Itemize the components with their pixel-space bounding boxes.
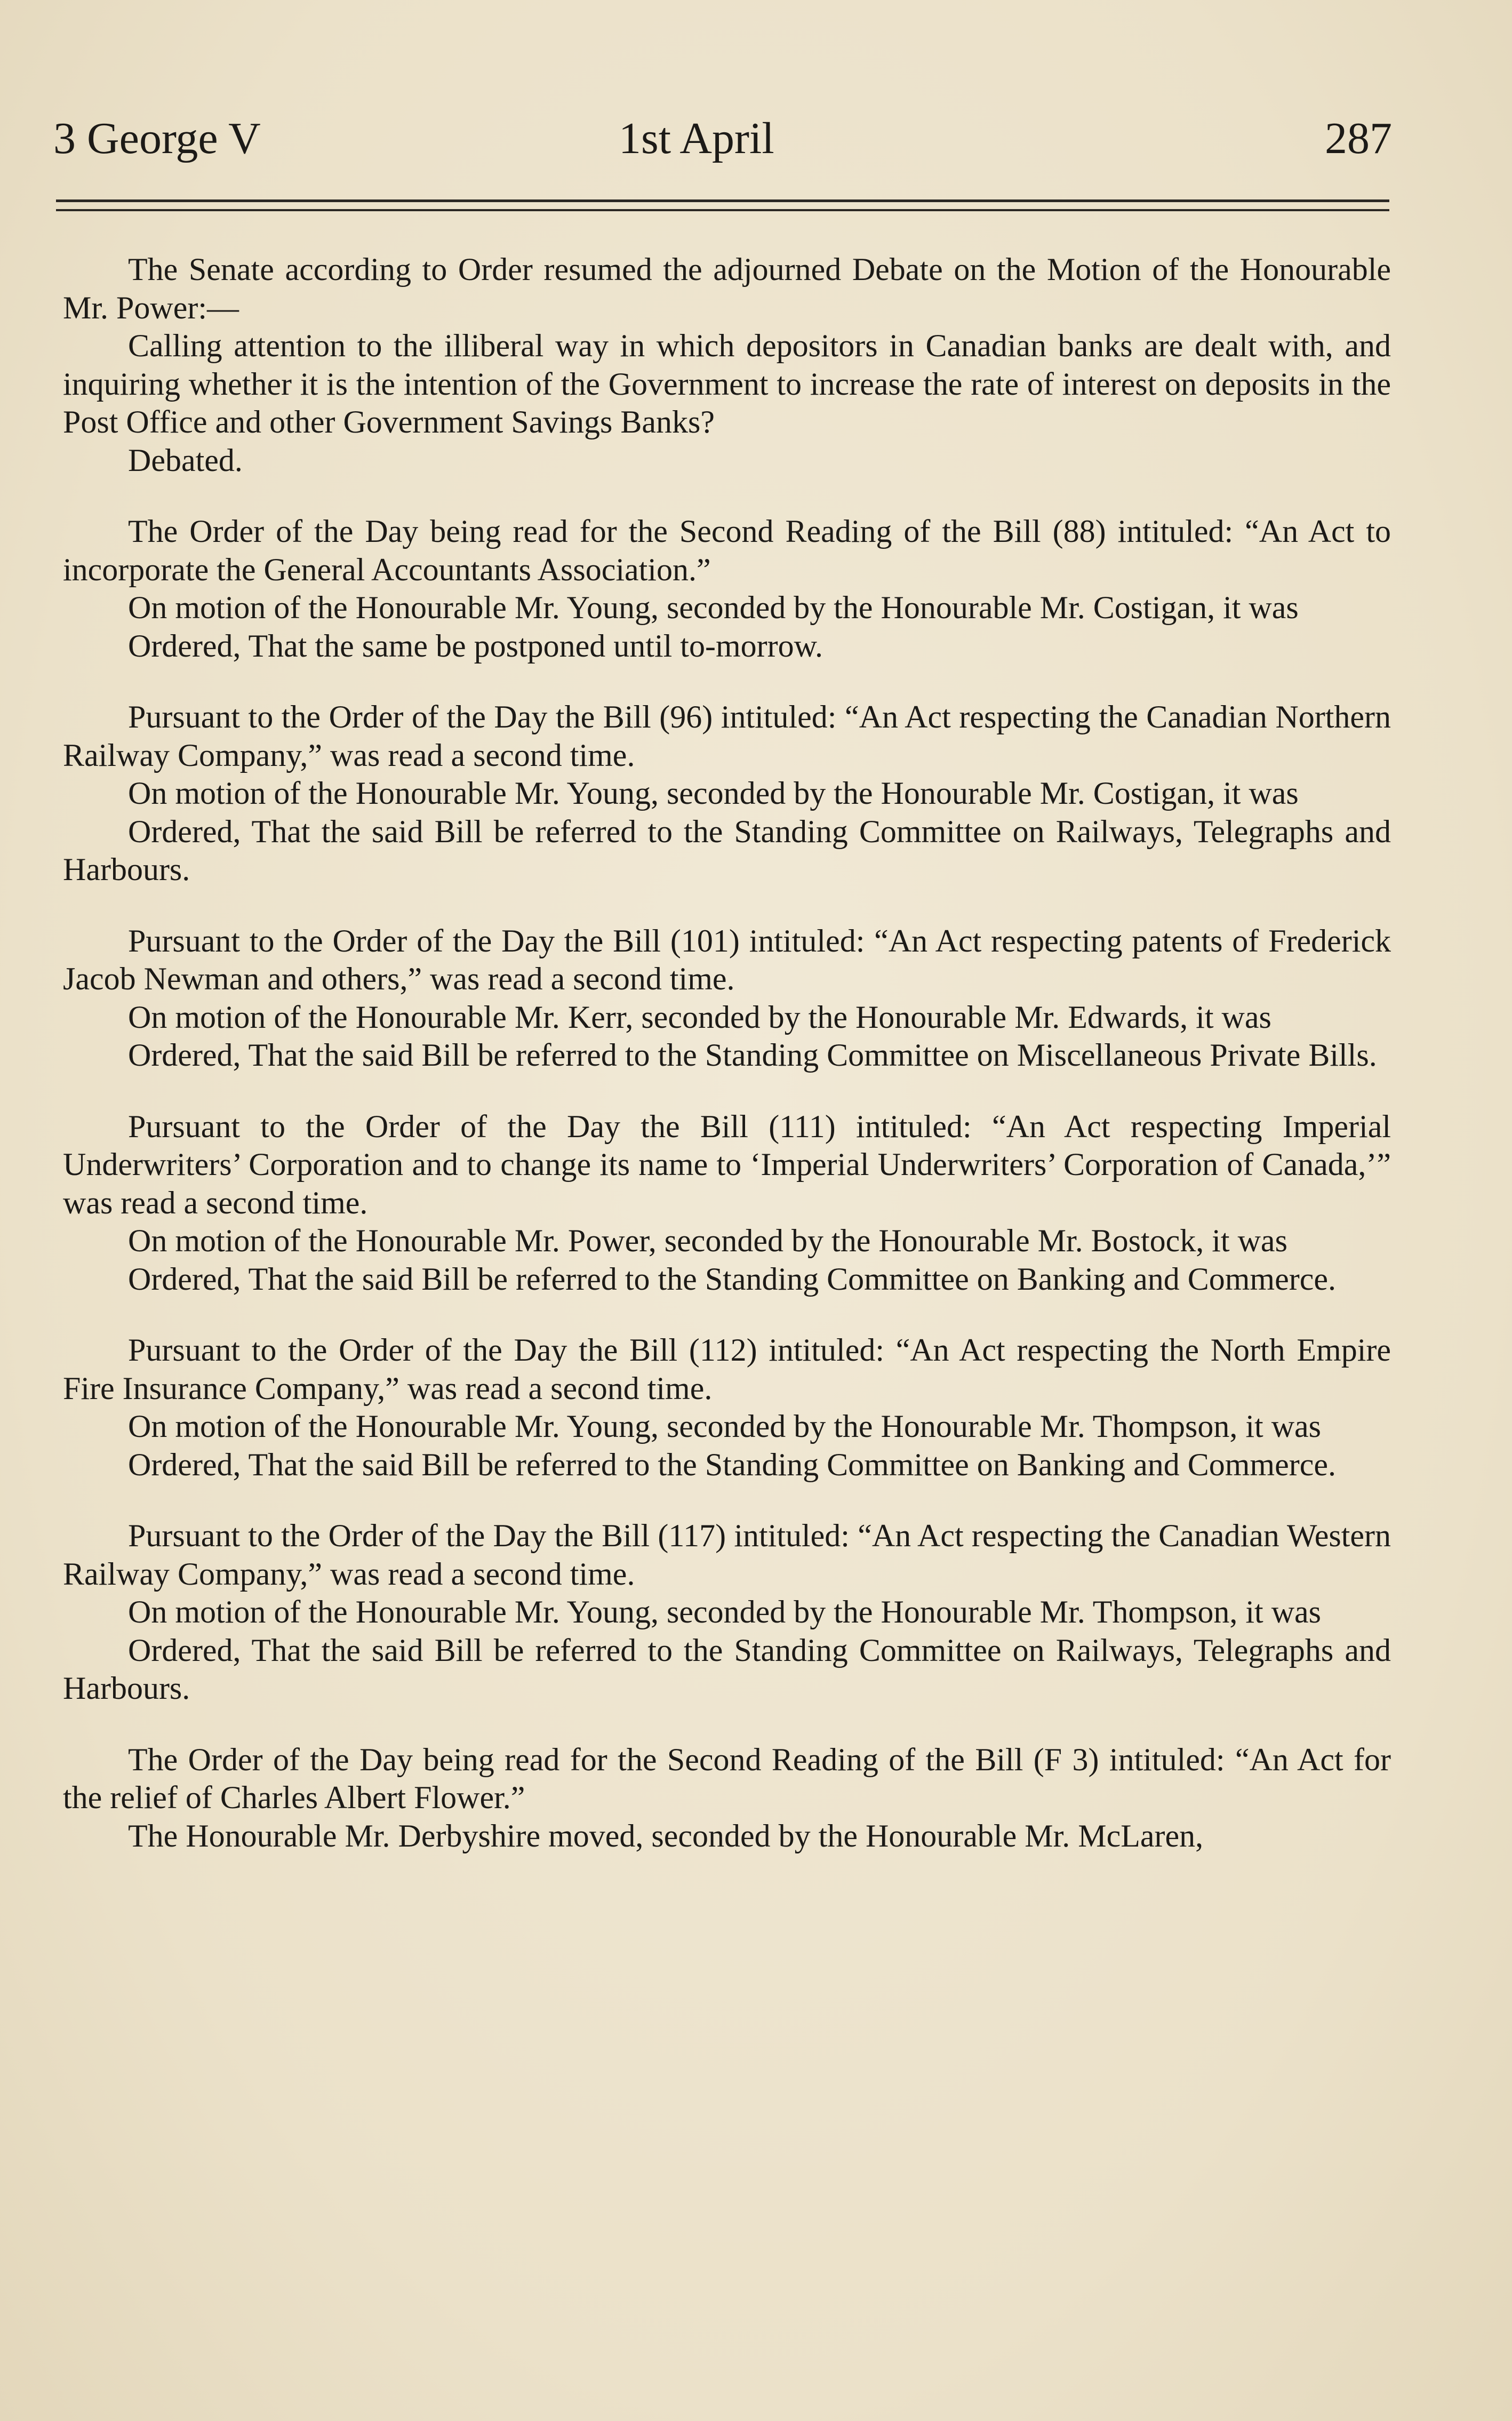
header-rule-top bbox=[56, 199, 1389, 202]
entry-bill-88 bbox=[63, 513, 1391, 665]
paragraph: Pursuant to the Order of the Day the Bill (101) intituled: “An Act respecting patents of Frederick Jacob Newman and others,” was read a second time. bbox=[63, 923, 1391, 996]
paragraph: Ordered, That the said Bill be referred to the Standing Committee on Banking and Commerce. bbox=[128, 1447, 1336, 1482]
paragraph: On motion of the Honourable Mr. Young, seconded by the Honourable Mr. Thompson, it was bbox=[128, 1594, 1322, 1629]
section-gap bbox=[63, 1298, 1391, 1331]
entry-power-motion bbox=[63, 251, 1391, 480]
paragraph: Pursuant to the Order of the Day the Bill (96) intituled: “An Act respecting the Canadian Northern Railway Company,” was read a second time. bbox=[63, 699, 1391, 773]
paragraph: The Order of the Day being read for the Second Reading of the Bill (F 3) intituled: “An Act for the relief of Charles Albert Flower.” bbox=[63, 1741, 1391, 1815]
section-gap bbox=[63, 1708, 1391, 1741]
paragraph: On motion of the Honourable Mr. Young, seconded by the Honourable Mr. Costigan, it was bbox=[128, 590, 1299, 625]
paragraph: On motion of the Honourable Mr. Young, seconded by the Honourable Mr. Thompson, it was bbox=[128, 1409, 1322, 1444]
paragraph: The Senate according to Order resumed the adjourned Debate on the Motion of the Honourable Mr. Power:— bbox=[63, 252, 1391, 325]
entry-bill-117 bbox=[63, 1517, 1391, 1708]
paragraph: On motion of the Honourable Mr. Power, seconded by the Honourable Mr. Bostock, it was bbox=[128, 1223, 1287, 1258]
paragraph: The Honourable Mr. Derbyshire moved, seconded by the Honourable Mr. McLaren, bbox=[128, 1818, 1204, 1853]
paragraph: Pursuant to the Order of the Day the Bill (117) intituled: “An Act respecting the Canadian Western Railway Company,” was read a second time. bbox=[63, 1518, 1391, 1592]
paragraph: Debated. bbox=[128, 442, 243, 478]
paragraph: Ordered, That the said Bill be referred to the Standing Committee on Miscellaneous Private Bills. bbox=[128, 1037, 1377, 1073]
header-regnal-year: 3 George V bbox=[53, 114, 261, 163]
paragraph: Ordered, That the same be postponed until to-morrow. bbox=[128, 628, 823, 664]
header-rule-bottom bbox=[56, 209, 1389, 211]
paragraph: Calling attention to the illiberal way in which depositors in Canadian banks are dealt with, and inquiring whether it is the intention of the Government to increase the rate of interest on deposits in the Post Office and other Government Savings Banks? bbox=[63, 328, 1391, 440]
paragraph: Pursuant to the Order of the Day the Bill (111) intituled: “An Act respecting Imperial Underwriters’ Corporation and to change its name to ‘Imperial Underwriters’ Corporation of Canada,’” was read a second time. bbox=[63, 1108, 1391, 1220]
journal-body bbox=[63, 251, 1391, 1855]
paragraph: On motion of the Honourable Mr. Young, seconded by the Honourable Mr. Costigan, it was bbox=[128, 776, 1299, 811]
paragraph: Ordered, That the said Bill be referred to the Standing Committee on Railways, Telegraphs and Harbours. bbox=[63, 1632, 1391, 1706]
paragraph: On motion of the Honourable Mr. Kerr, seconded by the Honourable Mr. Edwards, it was bbox=[128, 999, 1271, 1035]
paragraph: The Order of the Day being read for the Second Reading of the Bill (88) intituled: “An Act to incorporate the General Accountants Association.” bbox=[63, 514, 1391, 587]
section-gap bbox=[63, 1484, 1391, 1517]
header-date: 1st April bbox=[619, 114, 774, 163]
paragraph: Ordered, That the said Bill be referred to the Standing Committee on Banking and Commerce. bbox=[128, 1261, 1336, 1297]
entry-bill-112 bbox=[63, 1331, 1391, 1484]
section-gap bbox=[63, 1075, 1391, 1108]
page-header bbox=[53, 109, 1392, 168]
section-gap bbox=[63, 665, 1391, 698]
entry-bill-f3 bbox=[63, 1741, 1391, 1856]
entry-bill-96 bbox=[63, 698, 1391, 889]
paragraph: Ordered, That the said Bill be referred to the Standing Committee on Railways, Telegraphs and Harbours. bbox=[63, 813, 1391, 887]
section-gap bbox=[63, 889, 1391, 922]
section-gap bbox=[63, 480, 1391, 513]
entry-bill-111 bbox=[63, 1108, 1391, 1299]
page-number: 287 bbox=[1325, 114, 1392, 163]
entry-bill-101 bbox=[63, 922, 1391, 1075]
paragraph: Pursuant to the Order of the Day the Bill (112) intituled: “An Act respecting the North Empire Fire Insurance Company,” was read a second time. bbox=[63, 1332, 1391, 1406]
